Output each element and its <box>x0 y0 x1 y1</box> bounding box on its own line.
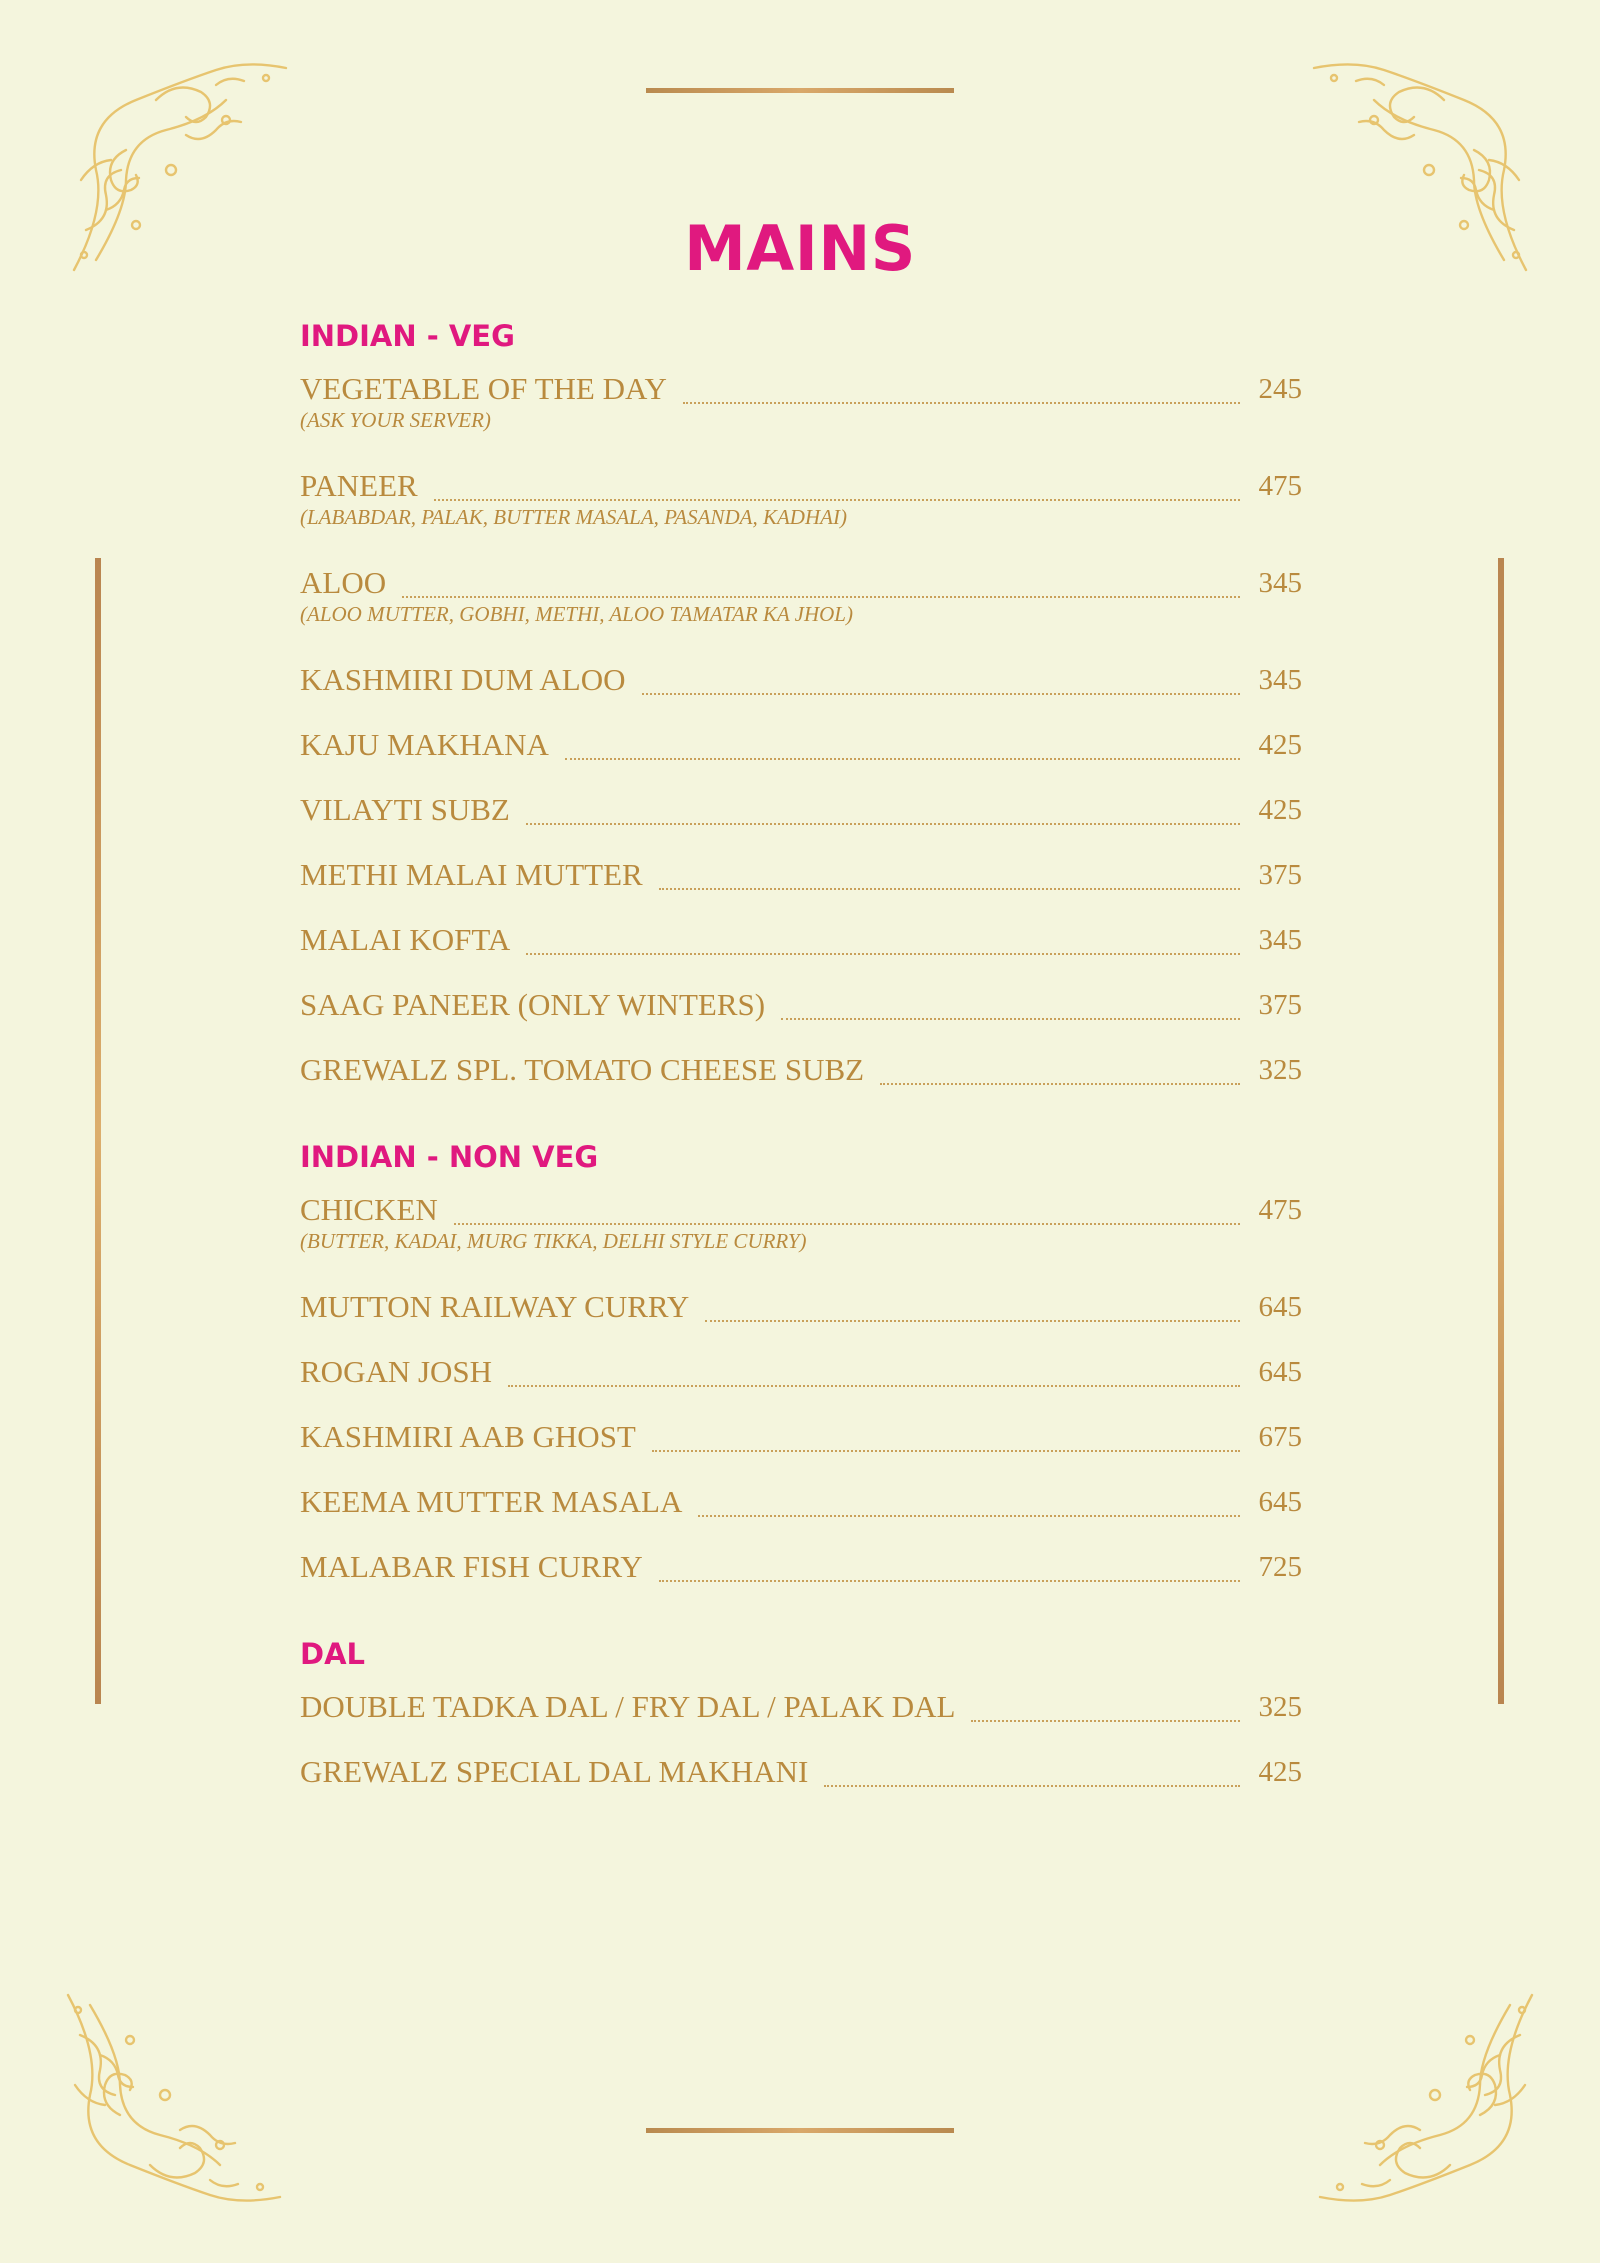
section-title: INDIAN - NON VEG <box>300 1140 599 1174</box>
dot-leader <box>683 394 1240 404</box>
item-price: 675 <box>1258 1421 1302 1453</box>
item-name: PANEER <box>300 468 418 503</box>
item-note: (BUTTER, KADAI, MURG TIKKA, DELHI STYLE CURRY) <box>300 1229 807 1253</box>
item-price: 425 <box>1258 794 1302 826</box>
item-price: 375 <box>1258 859 1302 891</box>
item-name: ROGAN JOSH <box>300 1354 493 1389</box>
bottom-divider <box>646 2128 954 2133</box>
item-name: MALAI KOFTA <box>300 922 511 957</box>
item-price: 345 <box>1258 567 1302 599</box>
dot-leader <box>971 1712 1240 1722</box>
item-price: 245 <box>1258 373 1302 405</box>
item-name: ALOO <box>300 565 387 600</box>
item-name: SAAG PANEER (ONLY WINTERS) <box>300 987 766 1022</box>
menu-item <box>300 657 1302 697</box>
item-note: (ASK YOUR SERVER) <box>300 408 491 432</box>
item-name: KEEMA MUTTER MASALA <box>300 1484 683 1519</box>
item-price: 375 <box>1258 989 1302 1021</box>
menu-item <box>300 560 1302 626</box>
left-border-line <box>95 558 101 1704</box>
dot-leader <box>565 750 1240 760</box>
section-indian-veg <box>300 316 1302 1087</box>
item-name: DOUBLE TADKA DAL / FRY DAL / PALAK DAL <box>300 1689 956 1724</box>
item-name: VILAYTI SUBZ <box>300 792 510 827</box>
dot-leader <box>454 1215 1240 1225</box>
item-name: GREWALZ SPL. TOMATO CHEESE SUBZ <box>300 1052 865 1087</box>
dot-leader <box>824 1777 1240 1787</box>
page-title: MAINS <box>684 212 916 285</box>
menu-item <box>300 982 1302 1022</box>
item-price: 475 <box>1258 470 1302 502</box>
top-divider <box>646 88 954 93</box>
dot-leader <box>659 1572 1240 1582</box>
menu-item <box>300 852 1302 892</box>
item-price: 345 <box>1258 924 1302 956</box>
item-price: 425 <box>1258 729 1302 761</box>
menu-item <box>300 1479 1302 1519</box>
dot-leader <box>526 815 1240 825</box>
dot-leader <box>781 1010 1240 1020</box>
menu-item <box>300 1284 1302 1324</box>
menu-item <box>300 1749 1302 1789</box>
item-price: 345 <box>1258 664 1302 696</box>
dot-leader <box>652 1442 1240 1452</box>
item-name: CHICKEN <box>300 1192 438 1227</box>
menu-item <box>300 463 1302 529</box>
item-price: 325 <box>1258 1054 1302 1086</box>
item-note: (LABABDAR, PALAK, BUTTER MASALA, PASANDA, KADHAI) <box>300 505 847 529</box>
right-border-line <box>1498 558 1504 1704</box>
dot-leader <box>659 880 1240 890</box>
menu-item <box>300 1047 1302 1087</box>
item-price: 645 <box>1258 1356 1302 1388</box>
dot-leader <box>698 1507 1240 1517</box>
item-price: 475 <box>1258 1194 1302 1226</box>
menu-item <box>300 366 1302 432</box>
dot-leader <box>434 491 1240 501</box>
item-name: GREWALZ SPECIAL DAL MAKHANI <box>300 1754 809 1789</box>
section-title: INDIAN - VEG <box>300 319 515 353</box>
menu-item <box>300 722 1302 762</box>
menu-item <box>300 1544 1302 1584</box>
item-name: MALABAR FISH CURRY <box>300 1549 643 1584</box>
item-price: 425 <box>1258 1756 1302 1788</box>
item-name: METHI MALAI MUTTER <box>300 857 643 892</box>
menu-item <box>300 1187 1302 1253</box>
item-name: KASHMIRI AAB GHOST <box>300 1419 636 1454</box>
menu-item <box>300 787 1302 827</box>
menu-item <box>300 917 1302 957</box>
section-dal <box>300 1634 1302 1789</box>
menu-content <box>300 316 1302 1814</box>
item-price: 645 <box>1258 1486 1302 1518</box>
item-name: KAJU MAKHANA <box>300 727 549 762</box>
menu-item <box>300 1414 1302 1454</box>
item-name: VEGETABLE OF THE DAY <box>300 371 667 406</box>
item-price: 325 <box>1258 1691 1302 1723</box>
item-price: 725 <box>1258 1551 1302 1583</box>
dot-leader <box>642 685 1240 695</box>
item-note: (ALOO MUTTER, GOBHI, METHI, ALOO TAMATAR KA JHOL) <box>300 602 853 626</box>
menu-item <box>300 1349 1302 1389</box>
corner-ornament-icon <box>60 1975 290 2205</box>
dot-leader <box>880 1075 1240 1085</box>
dot-leader <box>526 945 1240 955</box>
dot-leader <box>508 1377 1240 1387</box>
item-name: KASHMIRI DUM ALOO <box>300 662 626 697</box>
section-indian-non-veg <box>300 1137 1302 1584</box>
corner-ornament-icon <box>1310 1975 1540 2205</box>
item-price: 645 <box>1258 1291 1302 1323</box>
dot-leader <box>705 1312 1240 1322</box>
item-name: MUTTON RAILWAY CURRY <box>300 1289 690 1324</box>
menu-item <box>300 1684 1302 1724</box>
section-title: DAL <box>300 1637 365 1671</box>
dot-leader <box>402 588 1240 598</box>
